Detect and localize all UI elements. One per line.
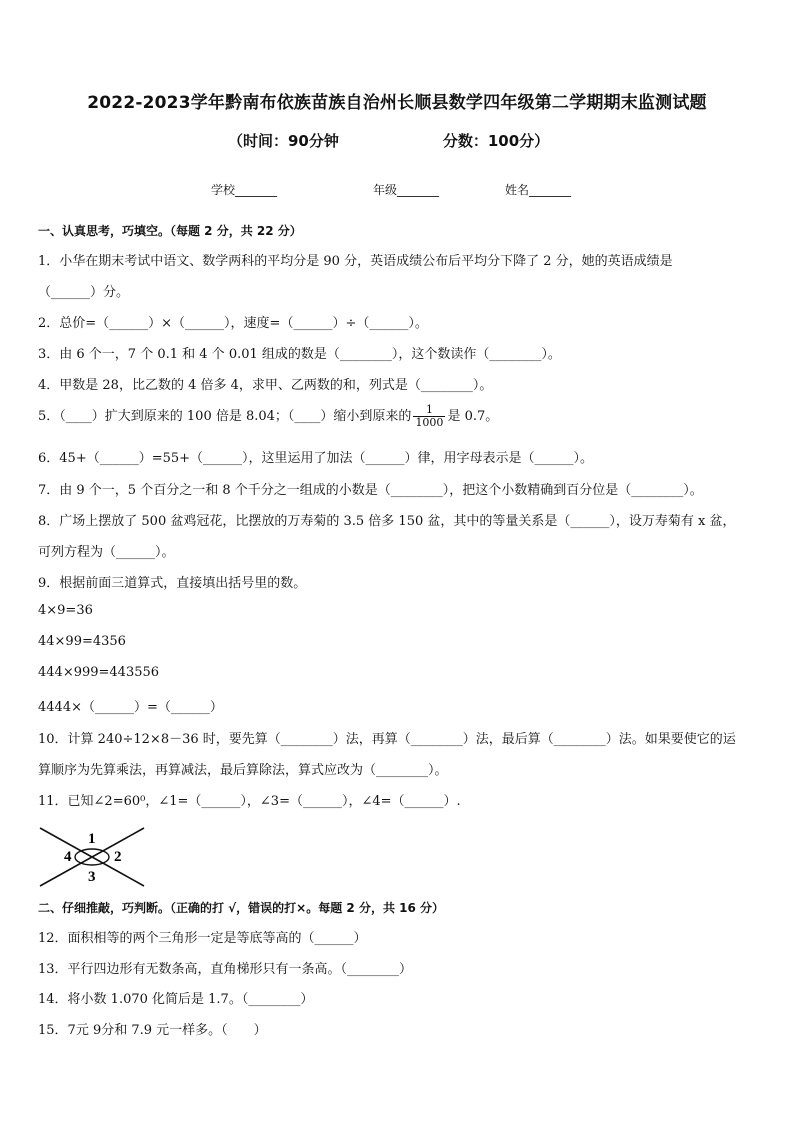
- question-9-equation-2: 44×99=4356: [38, 634, 126, 649]
- question-15: 15．7元 9分和 7.9 元一样多。（ ）: [38, 1023, 267, 1038]
- fraction-numerator: 1: [413, 404, 445, 417]
- question-2: 2．总价=（______）×（______），速度=（______）÷（______）。: [38, 316, 428, 331]
- question-5-part-2: 是 0.7。: [447, 409, 499, 424]
- question-12: 12．面积相等的两个三角形一定是等底等高的（______）: [38, 931, 367, 946]
- question-5: [38, 404, 498, 429]
- angle-label-3: 3: [88, 869, 96, 885]
- question-8-line-1: 8．广场上摆放了 500 盆鸡冠花，比摆放的万寿菊的 3.5 倍多 150 盆，其中的等量关系是（______），设万寿菊有 x 盆，: [38, 514, 736, 529]
- question-14: 14．将小数 1.070 化简后是 1.7。（________）: [38, 992, 314, 1007]
- school-field: 学校_______: [211, 183, 278, 197]
- question-11: 11．已知∠2=60⁰，∠1=（______），∠3=（______），∠4=（______）.: [38, 794, 461, 809]
- exam-time-score: [228, 130, 549, 151]
- name-field: 姓名_______: [505, 183, 572, 197]
- question-9: 9．根据前面三道算式，直接填出括号里的数。: [38, 576, 307, 591]
- angles-diagram: [34, 826, 154, 888]
- question-8-line-2: 可列方程为（______）。: [38, 545, 175, 560]
- question-6: 6．45+（______）=55+（______），这里运用了加法（______）律，用字母表示是（______）。: [38, 451, 594, 466]
- score-label: 分数：100分）: [442, 132, 550, 150]
- question-1-line-2: （______）分。: [38, 285, 130, 300]
- fraction-denominator: 1000: [415, 416, 444, 429]
- question-3: 3．由 6 个一，7 个 0.1 和 4 个 0.01 组成的数是（________），这个数读作（________）。: [38, 347, 561, 362]
- grade-field: 年级_______: [373, 183, 440, 197]
- question-5-part-1: 5．（____）扩大到原来的 100 倍是 8.04；（____）缩小到原来的: [38, 409, 412, 424]
- question-4: 4．甲数是 28，比乙数的 4 倍多 4，求甲、乙两数的和，列式是（________）。: [38, 378, 493, 393]
- question-9-equation-3: 444×999=443556: [38, 665, 160, 680]
- angle-label-1: 1: [88, 831, 96, 847]
- angle-label-2: 2: [114, 849, 122, 865]
- angle-label-4: 4: [64, 849, 72, 865]
- question-1-line-1: 1．小华在期末考试中语文、数学两科的平均分是 90 分，英语成绩公布后平均分下降了 2 分，她的英语成绩是: [38, 254, 673, 269]
- time-label: （时间：90分钟: [228, 132, 339, 150]
- exam-title: 2022-2023学年黔南布依族苗族自治州长顺县数学四年级第二学期期末监测试题: [87, 93, 707, 113]
- fraction-one-thousandth: [413, 404, 445, 429]
- section-1-heading: 一、认真思考，巧填空。（每题 2 分，共 22 分）: [38, 224, 302, 238]
- question-7: 7．由 9 个一，5 个百分之一和 8 个千分之一组成的小数是（________），把这个小数精确到百分位是（________）。: [38, 483, 703, 498]
- question-10-line-2: 算顺序为先算乘法，再算减法，最后算除法，算式应改为（________）。: [38, 763, 448, 778]
- question-13: 13．平行四边形有无数条高，直角梯形只有一条高。（________）: [38, 962, 413, 977]
- question-9-equation-4: 4444×（______）=（______）: [38, 700, 223, 715]
- section-2-heading: 二、仔细推敲，巧判断。（正确的打 √，错误的打×。每题 2 分，共 16 分）: [38, 901, 444, 915]
- question-10-line-1: 10．计算 240÷12×8－36 时，要先算（________）法，再算（________）法，最后算（________）法。如果要使它的运: [38, 732, 736, 747]
- question-9-equation-1: 4×9=36: [38, 603, 93, 618]
